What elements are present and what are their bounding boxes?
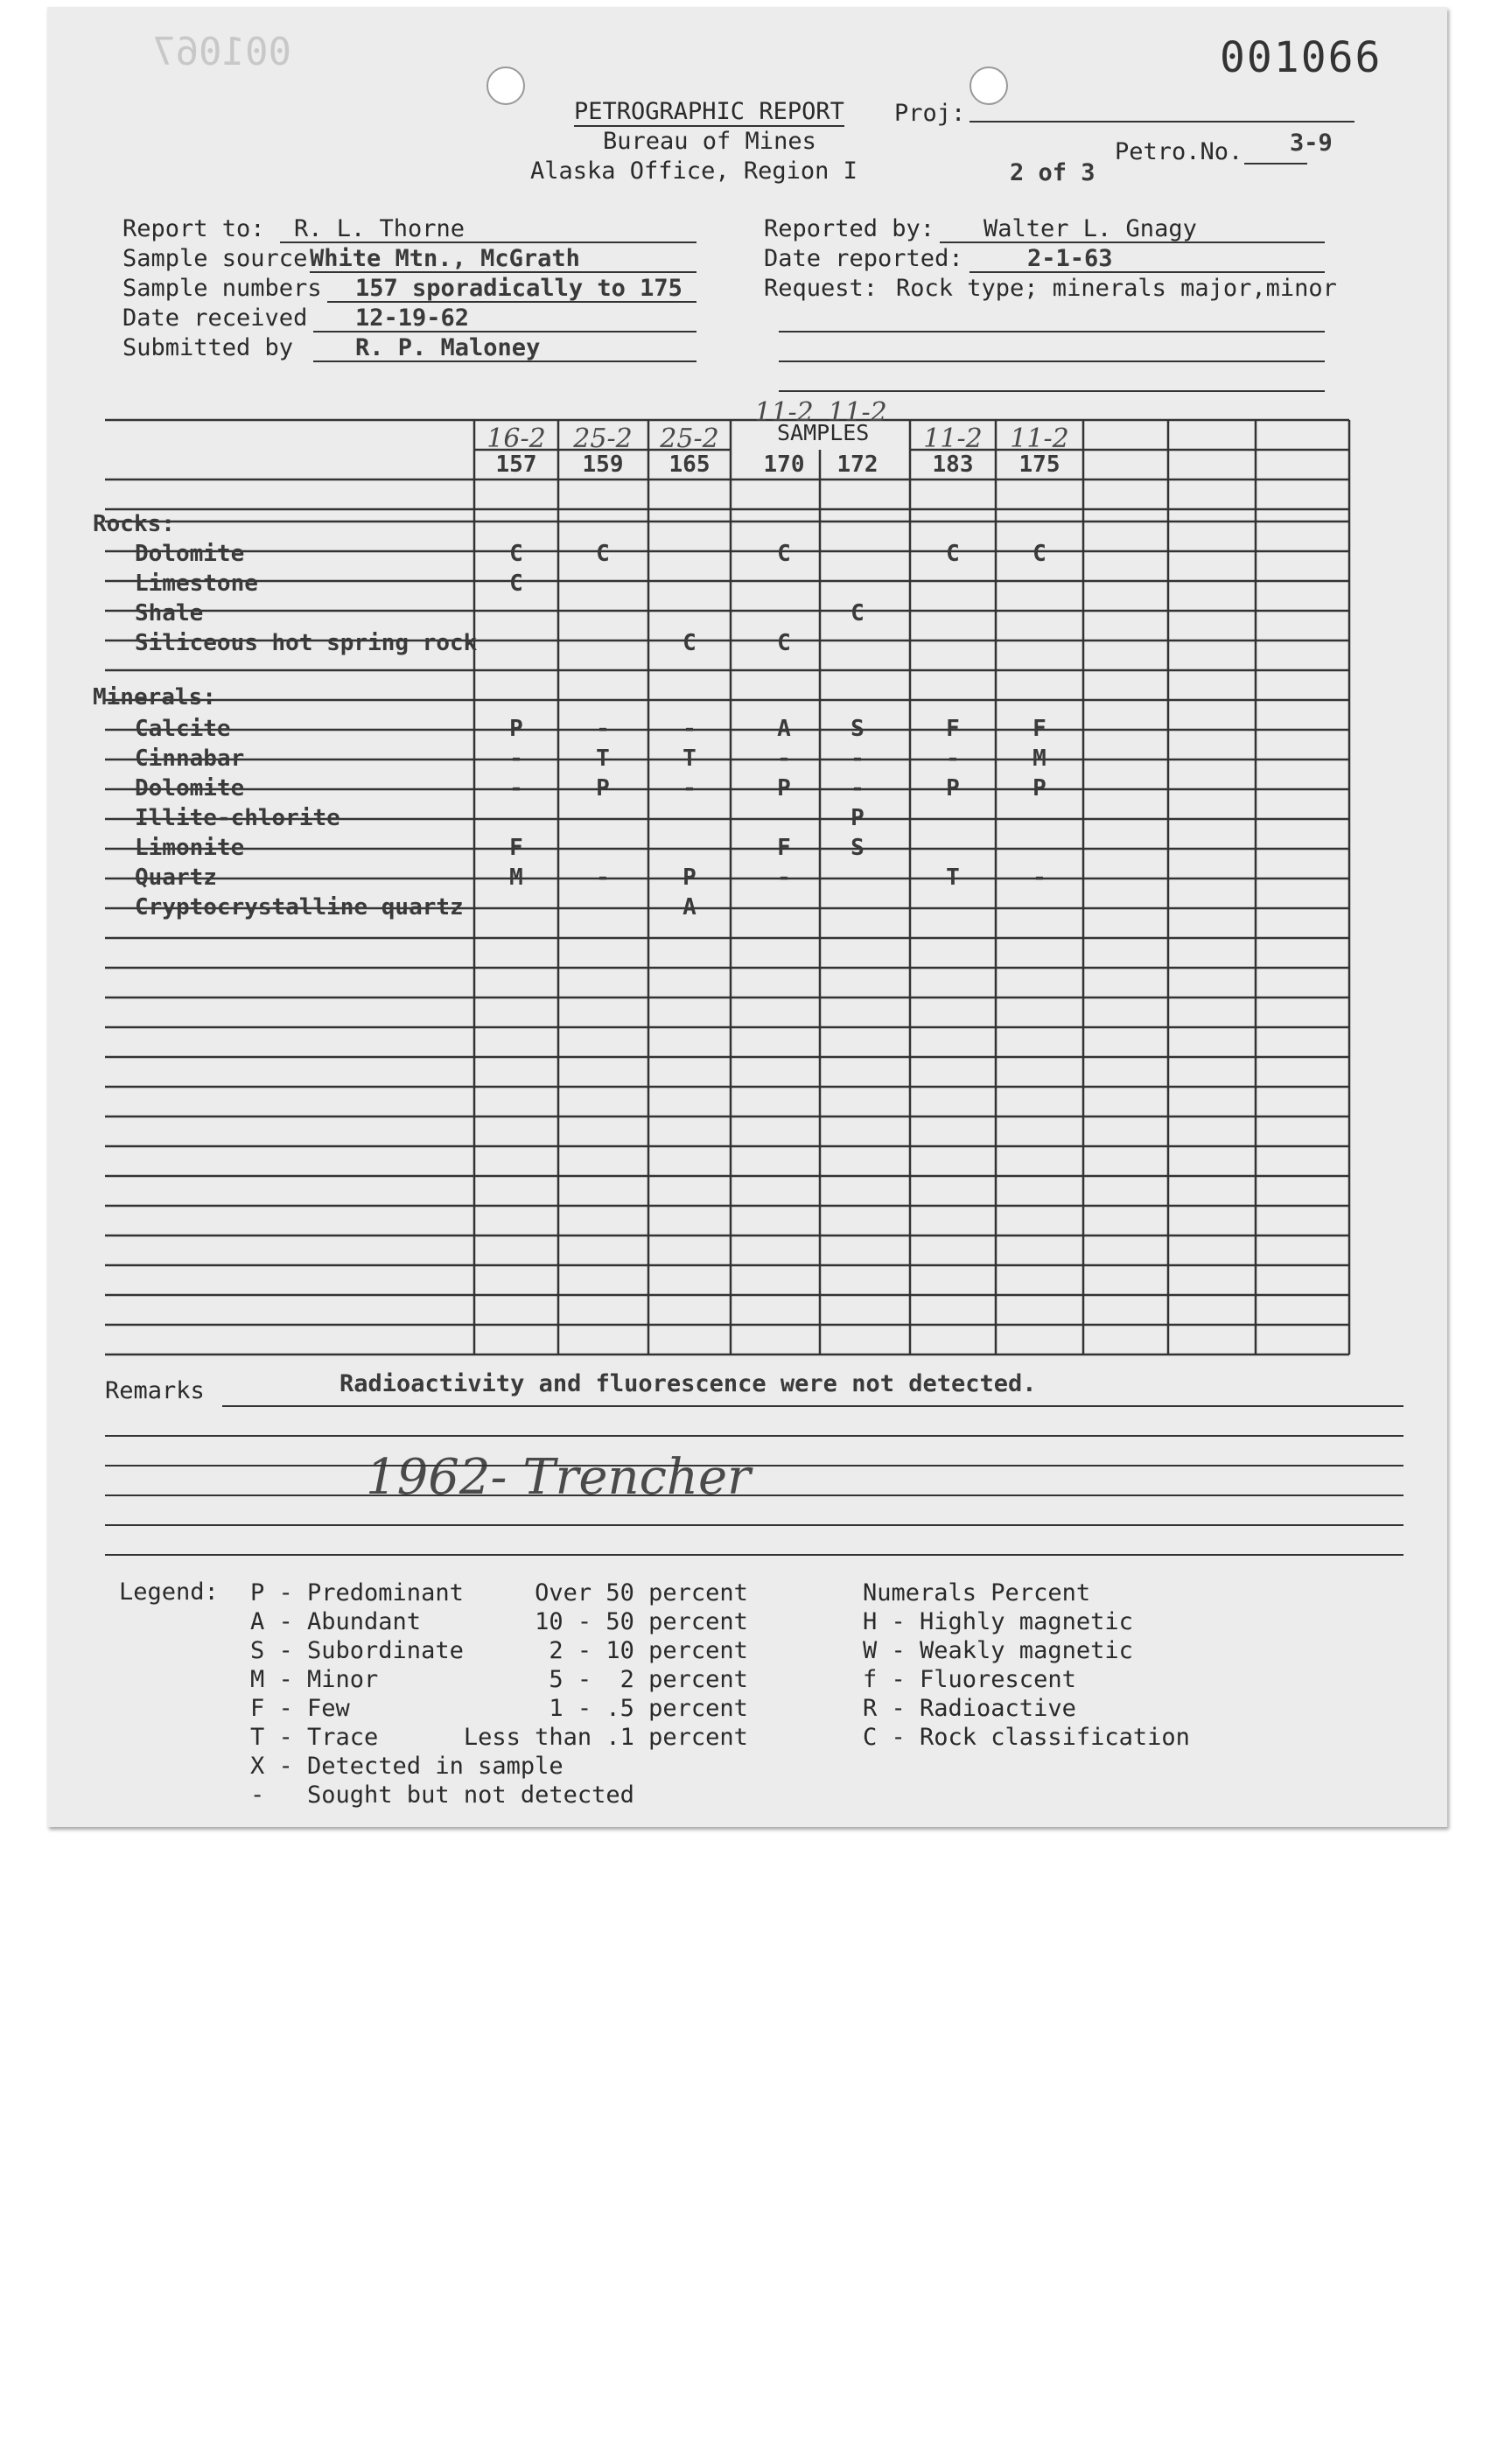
cell-value: A <box>682 894 696 920</box>
cell-value: F <box>777 835 791 861</box>
cell-value: C <box>1032 541 1046 567</box>
cell-value: - <box>850 775 864 802</box>
cell-value: S <box>850 716 864 742</box>
remarks-line-5 <box>105 1524 1404 1526</box>
submitted-by-label: Submitted by <box>122 334 294 361</box>
date-received-label: Date received <box>122 304 308 332</box>
request-label: Request: <box>764 275 878 302</box>
cell-value: - <box>682 775 696 802</box>
report-title: PETROGRAPHIC REPORT <box>574 98 844 125</box>
cell-value: T <box>946 864 960 891</box>
sample-numbers-label: Sample numbers <box>122 275 322 302</box>
cell-value: M <box>509 864 523 891</box>
remarks-line-4 <box>105 1494 1404 1496</box>
sample-column-header: 165 <box>668 452 710 478</box>
report-sheet <box>47 7 1447 1827</box>
cell-value: P <box>777 775 791 802</box>
sample-hand-label: 11-2 <box>1010 424 1069 454</box>
row-label: Limonite <box>135 835 245 861</box>
sample-hand-label: 11-2 <box>923 424 983 454</box>
row-label: Calcite <box>135 716 231 742</box>
remarks-line-1 <box>222 1405 1404 1407</box>
petro-no-value: 3-9 <box>1290 130 1333 157</box>
page-count: 2 of 3 <box>1010 159 1096 186</box>
remarks-line-6 <box>105 1554 1404 1556</box>
petro-no-label: Petro.No. <box>1115 138 1243 165</box>
proj-label: Proj: <box>894 100 966 127</box>
row-label: Siliceous hot spring rock <box>135 630 478 656</box>
cell-value: P <box>850 805 864 831</box>
sample-column-header: 175 <box>1018 452 1060 478</box>
legend-left: P - Predominant Over 50 percent A - Abundant 10 - 50 percent S - Subordinate 2 - 10 percent M - Minor 5 - 2 percent F - Few 1 - .5 percent T - Trace Less than .1 percent X - Detected in sample - Sought but not detected <box>250 1579 748 1809</box>
sample-table-grid <box>47 7 1447 1407</box>
cell-value: C <box>682 630 696 656</box>
row-label: Cryptocrystalline quartz <box>135 894 464 920</box>
cell-value: A <box>777 716 791 742</box>
document-number: 001066 <box>1220 33 1382 82</box>
sample-numbers-value: 157 sporadically to 175 <box>355 275 682 302</box>
cell-value: P <box>596 775 610 802</box>
cell-value: T <box>682 746 696 772</box>
cell-value: C <box>850 600 864 626</box>
cell-value: C <box>596 541 610 567</box>
remarks-text: Radioactivity and fluorescence were not detected. <box>340 1370 1037 1397</box>
cell-value: - <box>682 716 696 742</box>
sample-column-header: 159 <box>582 452 624 478</box>
cell-value: - <box>596 864 610 891</box>
minerals-heading: Minerals: <box>93 684 216 710</box>
cell-value: - <box>850 746 864 772</box>
row-label: Cinnabar <box>135 746 245 772</box>
sample-hand-label: 16-2 <box>486 424 546 454</box>
row-label: Quartz <box>135 864 217 891</box>
cell-value: - <box>509 746 523 772</box>
sample-hand-label: 11-2 <box>754 397 814 428</box>
cell-value: T <box>596 746 610 772</box>
row-label: Limestone <box>135 570 258 597</box>
remarks-line-2 <box>105 1435 1404 1437</box>
submitted-by-value: R. P. Maloney <box>355 334 541 361</box>
row-label: Illite-chlorite <box>135 805 340 831</box>
request-value: Rock type; minerals major,minor <box>896 275 1337 302</box>
date-reported-value: 2-1-63 <box>1027 245 1113 272</box>
mirror-mark: 001067 <box>152 30 291 74</box>
sample-column-header: 172 <box>836 452 878 478</box>
row-label: Dolomite <box>135 775 245 802</box>
sample-hand-label: 25-2 <box>573 424 633 454</box>
row-label: Shale <box>135 600 204 626</box>
cell-value: C <box>946 541 960 567</box>
reported-by-label: Reported by: <box>764 215 935 242</box>
cell-value: P <box>509 716 523 742</box>
handwritten-note: 1962- Trencher <box>366 1449 751 1506</box>
reported-by-value: Walter L. Gnagy <box>984 215 1197 242</box>
sample-column-header: 183 <box>932 452 974 478</box>
cell-value: S <box>850 835 864 861</box>
cell-value: P <box>1032 775 1046 802</box>
office-name: Alaska Office, Region I <box>530 158 858 185</box>
cell-value: - <box>777 746 791 772</box>
sample-source-label: Sample source <box>122 245 308 272</box>
report-to-label: Report to: <box>122 215 265 242</box>
cell-value: C <box>777 630 791 656</box>
cell-value: C <box>509 541 523 567</box>
row-label: Dolomite <box>135 541 245 567</box>
cell-value: - <box>777 864 791 891</box>
sample-source-value: White Mtn., McGrath <box>310 245 580 272</box>
date-received-value: 12-19-62 <box>355 304 470 332</box>
cell-value: - <box>596 716 610 742</box>
cell-value: - <box>946 746 960 772</box>
cell-value: - <box>509 775 523 802</box>
remarks-line-3 <box>105 1465 1404 1466</box>
cell-value: M <box>1032 746 1046 772</box>
sample-column-header: 170 <box>763 452 805 478</box>
cell-value: P <box>682 864 696 891</box>
cell-value: C <box>777 541 791 567</box>
remarks-label: Remarks <box>105 1377 205 1404</box>
samples-label: SAMPLES <box>777 420 870 445</box>
cell-value: - <box>1032 864 1046 891</box>
agency-name: Bureau of Mines <box>603 128 816 155</box>
report-to-value: R. L. Thorne <box>294 215 466 242</box>
cell-value: C <box>509 570 523 597</box>
legend-right: Numerals Percent H - Highly magnetic W - Weakly magnetic f - Fluorescent R - Radioactive C - Rock classification <box>863 1579 1190 1751</box>
sample-column-header: 157 <box>495 452 537 478</box>
cell-value: P <box>946 775 960 802</box>
cell-value: F <box>946 716 960 742</box>
sample-hand-label: 11-2 <box>828 397 887 428</box>
sample-hand-label: 25-2 <box>660 424 719 454</box>
cell-value: F <box>509 835 523 861</box>
legend-label: Legend: <box>119 1578 219 1606</box>
cell-value: F <box>1032 716 1046 742</box>
date-reported-label: Date reported: <box>764 245 963 272</box>
rocks-heading: Rocks: <box>93 511 175 537</box>
